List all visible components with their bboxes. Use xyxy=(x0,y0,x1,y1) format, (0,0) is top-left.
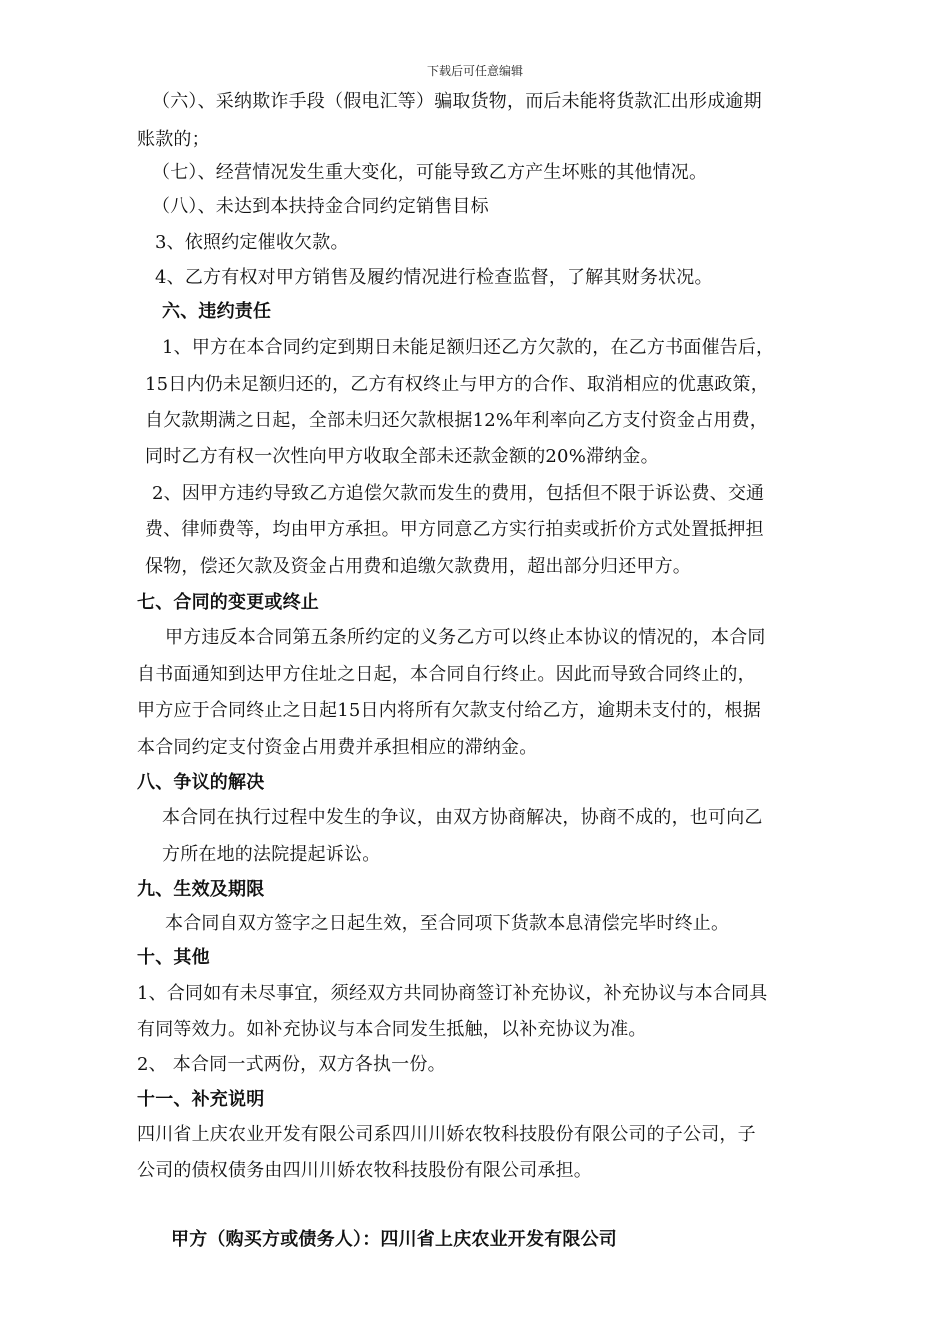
item-3: 3、依照约定催收欠款。 xyxy=(155,232,349,253)
item-6-line-1: （六）、采纳欺诈手段（假电汇等）骗取货物，而后未能将货款汇出形成逾期 xyxy=(152,91,762,112)
signature-label: 甲方（购买方或债务人）： xyxy=(171,1229,381,1250)
section-7-line-1: 甲方违反本合同第五条所约定的义务乙方可以终止本协议的情况的，本合同 xyxy=(165,627,766,648)
section-6-p2-line-1: 2、因甲方违约导致乙方追偿欠款而发生的费用，包括但不限于诉讼费、交通 xyxy=(152,483,765,504)
section-10-p2: 2、 本合同一式两份，双方各执一份。 xyxy=(137,1054,446,1075)
section-6-p1-line-2: 15日内仍未足额归还的，乙方有权终止与甲方的合作、取消相应的优惠政策， xyxy=(145,374,769,395)
section-6-p1-line-4: 同时乙方有权一次性向甲方收取全部未还款金额的20%滞纳金。 xyxy=(145,446,659,467)
section-7-line-4: 本合同约定支付资金占用费并承担相应的滞纳金。 xyxy=(137,737,538,758)
section-11-line-1: 四川省上庆农业开发有限公司系四川川娇农牧科技股份有限公司的子公司，子 xyxy=(137,1124,756,1145)
section-6-p2-line-2: 费、律师费等，均由甲方承担。甲方同意乙方实行拍卖或折价方式处置抵押担 xyxy=(145,519,764,540)
section-8-line-1: 本合同在执行过程中发生的争议，由双方协商解决，协商不成的，也可向乙 xyxy=(162,807,763,828)
item-4: 4、乙方有权对甲方销售及履约情况进行检查监督，了解其财务状况。 xyxy=(155,267,713,288)
section-6-p2-line-3: 保物，偿还欠款及资金占用费和追缴欠款费用，超出部分归还甲方。 xyxy=(145,556,691,577)
section-8-line-2: 方所在地的法院提起诉讼。 xyxy=(162,844,381,865)
item-8: （八）、未达到本扶持金合同约定销售目标 xyxy=(152,196,489,217)
section-6-heading: 六、违约责任 xyxy=(162,301,272,322)
section-7-line-3: 甲方应于合同终止之日起15日内将所有欠款支付给乙方，逾期未支付的，根据 xyxy=(137,700,761,721)
page-header-note: 下载后可任意编辑 xyxy=(426,64,523,78)
section-10-p1-line-1: 1、合同如有未尽事宜，须经双方共同协商签订补充协议，补充协议与本合同具 xyxy=(137,983,768,1004)
section-7-line-2: 自书面通知到达甲方住址之日起，本合同自行终止。因此而导致合同终止的， xyxy=(137,664,756,685)
section-11-heading: 十一、补充说明 xyxy=(137,1089,265,1110)
section-10-p1-line-2: 有同等效力。如补充协议与本合同发生抵触，以补充协议为准。 xyxy=(137,1019,647,1040)
section-11-line-2: 公司的债权债务由四川川娇农牧科技股份有限公司承担。 xyxy=(137,1160,592,1181)
section-9-heading: 九、生效及期限 xyxy=(137,879,265,900)
section-7-heading: 七、合同的变更或终止 xyxy=(137,592,319,613)
item-7: （七）、经营情况发生重大变化，可能导致乙方产生坏账的其他情况。 xyxy=(152,162,708,183)
section-8-heading: 八、争议的解决 xyxy=(137,772,265,793)
signature-company: 四川省上庆农业开发有限公司 xyxy=(380,1229,618,1250)
section-6-p1-line-3: 自欠款期满之日起，全部未归还欠款根据12%年利率向乙方支付资金占用费， xyxy=(145,410,769,431)
section-6-p1-line-1: 1、甲方在本合同约定到期日未能足额归还乙方欠款的，在乙方书面催告后， xyxy=(162,337,775,358)
signature-line xyxy=(171,1228,617,1252)
section-10-heading: 十、其他 xyxy=(137,947,210,968)
item-6-line-2: 账款的； xyxy=(137,129,210,150)
section-9-text: 本合同自双方签字之日起生效，至合同项下货款本息清偿完毕时终止。 xyxy=(165,913,730,934)
